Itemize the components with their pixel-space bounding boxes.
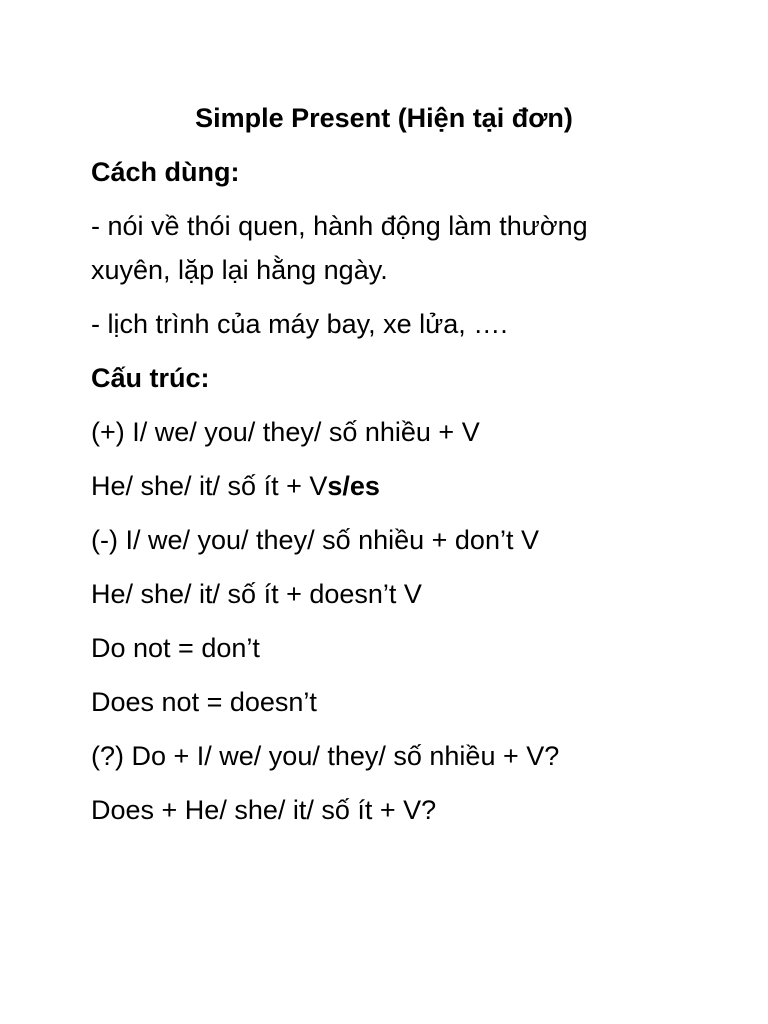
affirmative-singular-text: He/ she/ it/ số ít + V xyxy=(91,471,328,501)
usage-item-schedule: - lịch trình của máy bay, xe lửa, …. xyxy=(91,309,508,339)
contraction-do-not: Do not = don’t xyxy=(91,633,260,663)
negative-singular: He/ she/ it/ số ít + doesn’t V xyxy=(91,579,422,609)
usage-heading: Cách dùng: xyxy=(91,157,240,187)
question-singular: Does + He/ she/ it/ số ít + V? xyxy=(91,795,437,825)
affirmative-plural: (+) I/ we/ you/ they/ số nhiều + V xyxy=(91,417,480,447)
negative-plural: (-) I/ we/ you/ they/ số nhiều + don’t V xyxy=(91,525,539,555)
document-body xyxy=(91,96,691,842)
affirmative-suffix: s/es xyxy=(327,471,380,501)
page-title: Simple Present (Hiện tại đơn) xyxy=(195,103,573,133)
affirmative-singular xyxy=(91,464,691,508)
usage-item-habit: - nói về thói quen, hành động làm thường xuyên, lặp lại hằng ngày. xyxy=(91,211,588,285)
question-plural: (?) Do + I/ we/ you/ they/ số nhiều + V? xyxy=(91,741,560,771)
contraction-does-not: Does not = doesn’t xyxy=(91,687,317,717)
structure-heading: Cấu trúc: xyxy=(91,363,210,393)
